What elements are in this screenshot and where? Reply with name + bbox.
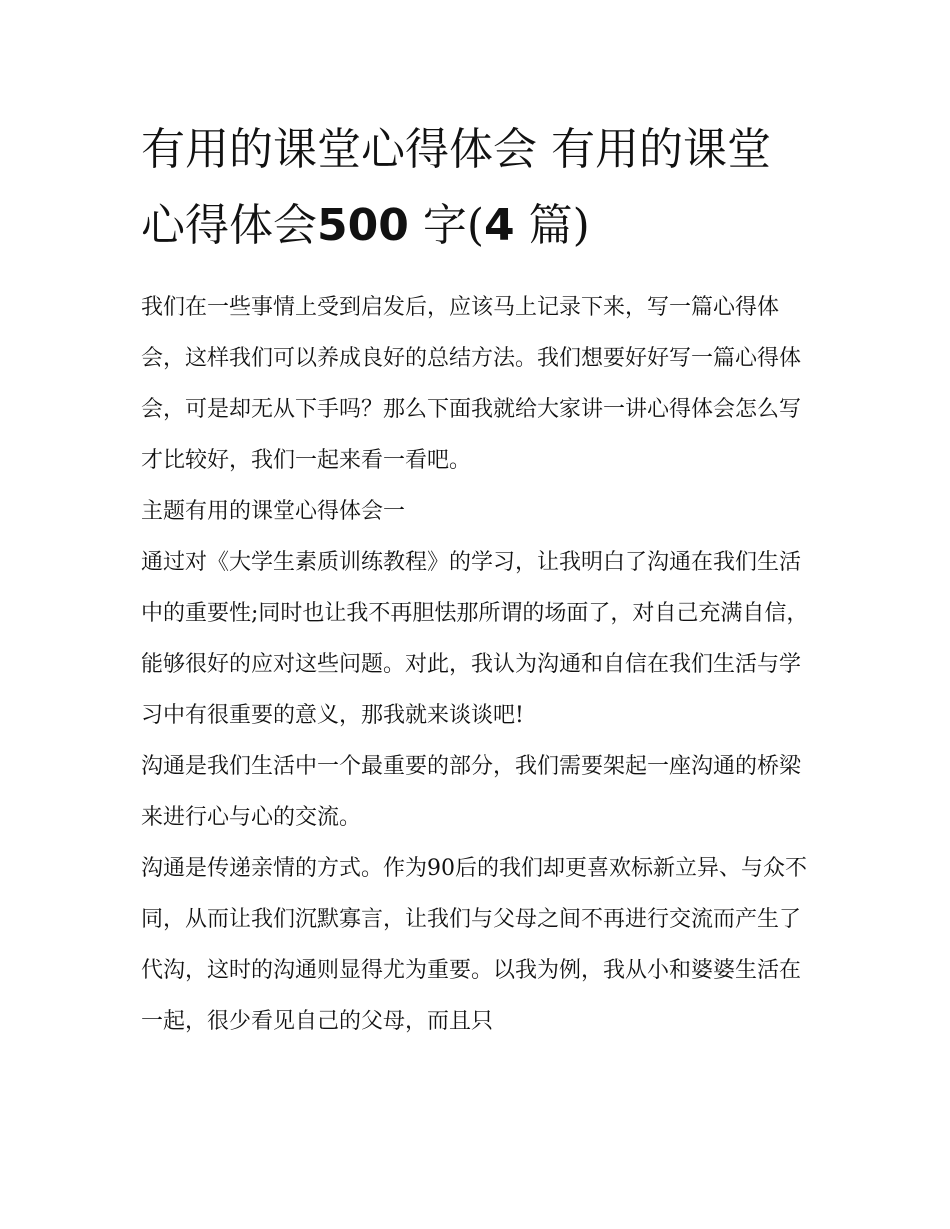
document-body <box>141 112 813 1047</box>
document-title <box>141 112 813 264</box>
paragraph-intro: 我们在一些事情上受到启发后，应该马上记录下来，写一篇心得体会，这样我们可以养成良好的总结方法。我们想要好好写一篇心得体会，可是却无从下手吗？那么下面我就给大家讲一讲心得体会怎么写才比较好，我们一起来看一看吧。 <box>141 295 802 473</box>
paragraph-body-3: 沟通是传递亲情的方式。作为90后的我们却更喜欢标新立异、与众不同，从而让我们沉默寡言，让我们与父母之间不再进行交流而产生了代沟，这时的沟通则显得尤为重要。以我为例，我从小和婆婆生活在一起，很少看见自己的父母，而且只 <box>141 856 807 1034</box>
title-text-3: 篇) <box>514 200 590 251</box>
title-text-2: 字( <box>408 200 485 251</box>
title-number-500: 500 <box>317 200 409 251</box>
paragraph-body-2: 沟通是我们生活中一个最重要的部分，我们需要架起一座沟通的桥梁来进行心与心的交流。 <box>141 754 802 830</box>
paragraph-heading-1: 主题有用的课堂心得体会一 <box>141 499 406 524</box>
title-number-4: 4 <box>484 200 515 251</box>
paragraph-body-1: 通过对《大学生素质训练教程》的学习，让我明白了沟通在我们生活中的重要性;同时也让我不再胆怯那所谓的场面了，对自己充满自信，能够很好的应对这些问题。对此，我认为沟通和自信在我们生活与学习中有很重要的意义，那我就来谈谈吧! <box>141 550 809 728</box>
title-text-1: 有用的课堂心得体会 有用的课堂心得体会 <box>141 124 771 251</box>
